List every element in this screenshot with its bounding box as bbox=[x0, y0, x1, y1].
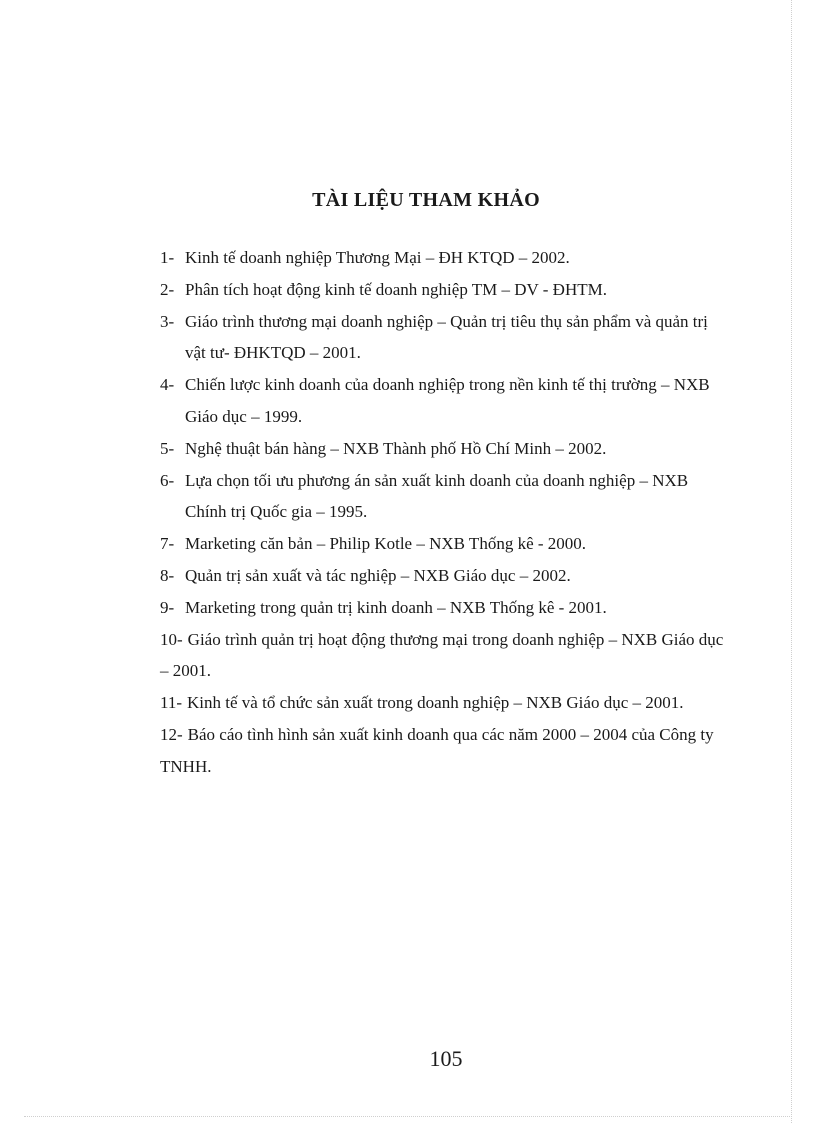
reference-item-1 bbox=[160, 242, 725, 274]
reference-text: Marketing căn bản – Philip Kotle – NXB Thống kê - 2000. bbox=[185, 534, 587, 554]
reference-text: Kinh tế và tổ chức sản xuất trong doanh nghiệp – NXB Giáo dục – 2001. bbox=[187, 693, 684, 713]
reference-item-9 bbox=[160, 592, 725, 624]
reference-number: 11- bbox=[160, 693, 183, 713]
page-number: 105 bbox=[429, 1046, 463, 1071]
reference-item-4 bbox=[160, 369, 725, 433]
reference-number: 4- bbox=[160, 375, 175, 395]
reference-item-10 bbox=[160, 624, 725, 688]
reference-list bbox=[160, 242, 725, 783]
reference-text: Lựa chọn tối ưu phương án sản xuất kinh doanh của doanh nghiệp – NXB Chính trị Quốc gia – 1995. bbox=[185, 470, 689, 522]
reference-text: Marketing trong quản trị kinh doanh – NXB Thống kê - 2001. bbox=[185, 597, 607, 617]
reference-number: 7- bbox=[160, 534, 175, 554]
reference-item-3 bbox=[160, 306, 725, 370]
reference-item-12 bbox=[160, 719, 725, 783]
reference-item-5 bbox=[160, 433, 725, 465]
reference-text: Giáo trình quản trị hoạt động thương mại trong doanh nghiệp – NXB Giáo dục – 2001. bbox=[160, 629, 724, 681]
reference-number: 12- bbox=[160, 724, 183, 744]
reference-item-7 bbox=[160, 528, 725, 560]
reference-text: Giáo trình thương mại doanh nghiệp – Quản trị tiêu thụ sản phẩm và quản trị vật tư- ĐHKTQD – 2001. bbox=[185, 311, 708, 363]
reference-number: 9- bbox=[160, 597, 175, 617]
reference-text: Quản trị sản xuất và tác nghiệp – NXB Giáo dục – 2002. bbox=[185, 565, 571, 585]
reference-item-6 bbox=[160, 465, 725, 529]
reference-item-2 bbox=[160, 274, 725, 306]
reference-number: 3- bbox=[160, 311, 175, 331]
reference-text: Phân tích hoạt động kinh tế doanh nghiệp TM – DV - ĐHTM. bbox=[185, 279, 607, 299]
reference-item-11 bbox=[160, 687, 725, 719]
page-border-right bbox=[791, 0, 792, 1123]
page-border-bottom bbox=[24, 1116, 792, 1117]
reference-text: Kinh tế doanh nghiệp Thương Mại – ĐH KTQD – 2002. bbox=[185, 248, 570, 267]
reference-text: Nghệ thuật bán hàng – NXB Thành phố Hồ Chí Minh – 2002. bbox=[185, 438, 607, 458]
reference-number: 6- bbox=[160, 470, 175, 490]
reference-number: 2- bbox=[160, 279, 175, 299]
reference-number: 8- bbox=[160, 565, 175, 585]
reference-text: Báo cáo tình hình sản xuất kinh doanh qua các năm 2000 – 2004 của Công ty TNHH. bbox=[160, 724, 714, 776]
reference-number: 1- bbox=[160, 248, 175, 267]
reference-number: 10- bbox=[160, 629, 183, 649]
reference-number: 5- bbox=[160, 438, 175, 458]
reference-text: Chiến lược kinh doanh của doanh nghiệp trong nền kinh tế thị trường – NXB Giáo dục – 1999. bbox=[185, 375, 710, 426]
page-title: TÀI LIỆU THAM KHẢO bbox=[312, 189, 540, 212]
reference-item-8 bbox=[160, 560, 725, 592]
